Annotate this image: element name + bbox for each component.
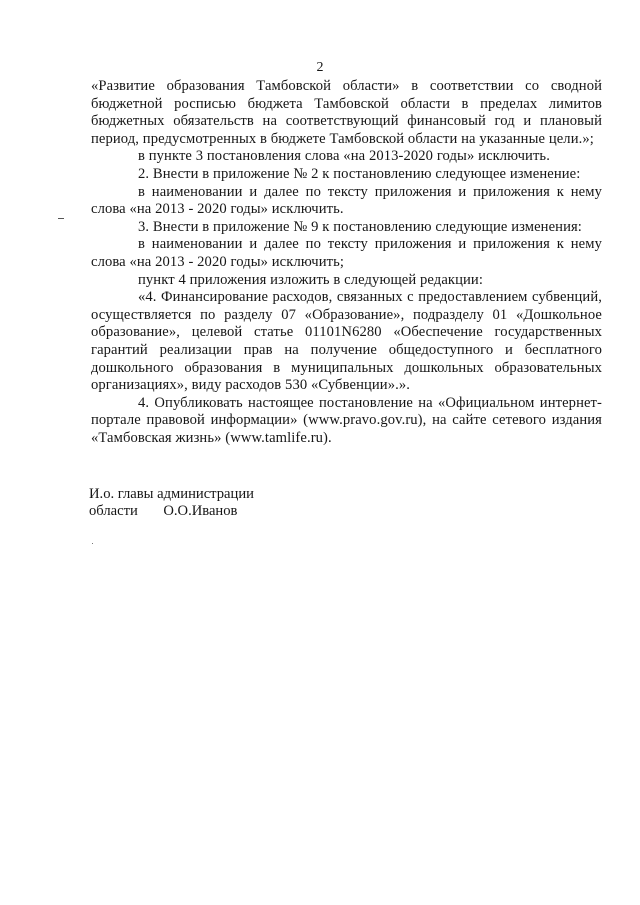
page-number: 2	[316, 60, 324, 75]
signatory-position: И.о. главы администрации	[89, 486, 254, 502]
scan-dot	[92, 543, 93, 544]
paragraph-7: пункт 4 приложения изложить в следующей редакции:	[138, 271, 483, 288]
paragraph-5: 3. Внести в приложение № 9 к постановлению следующие изменения:	[138, 218, 582, 235]
paragraph-9: 4. Опубликовать настоящее постановление на «Официальном интернет-портале правовой информации» (www.pravo.gov.ru), на сайте сетевого издания «Тамбовская жизнь» (www.tamlife.ru).	[91, 394, 602, 446]
paragraph-3: 2. Внести в приложение № 2 к постановлению следующее изменение:	[138, 165, 581, 182]
signatory-position-cont: области	[89, 503, 138, 519]
signatory-line	[89, 503, 254, 520]
paragraph-4: в наименовании и далее по тексту приложения и приложения к нему слова «на 2013 - 2020 годы» исключить.	[91, 183, 602, 218]
paragraph-8: «4. Финансирование расходов, связанных с предоставлением субвенций, осуществляется по разделу 07 «Образование», подразделу 01 «Дошкольное образование», целевой статье 01101N6280 «Обеспечение государственных гарантий реализации прав на получение общедоступного и бесплатного дошкольного образования в муниципальных дошкольных образовательных организациях», виду расходов 530 «Субвенции».».	[91, 289, 602, 394]
paragraph-6: в наименовании и далее по тексту приложения и приложения к нему слова «на 2013 - 2020 годы» исключить;	[91, 236, 602, 270]
paragraph-2: в пункте 3 постановления слова «на 2013-2020 годы» исключить.	[138, 148, 550, 165]
scan-mark	[58, 218, 64, 219]
signatory-name: О.О.Иванов	[163, 503, 238, 519]
signature-block	[89, 486, 254, 520]
paragraph-1: «Развитие образования Тамбовской области» в соответствии со сводной бюджетной росписью бюджета Тамбовской области в пределах лимитов бюджетных обязательств на соответствующий финансовый год и плановый период, предусмотренных в бюджете Тамбовской области на указанные цели.»;	[91, 78, 602, 147]
document-body	[91, 78, 602, 447]
